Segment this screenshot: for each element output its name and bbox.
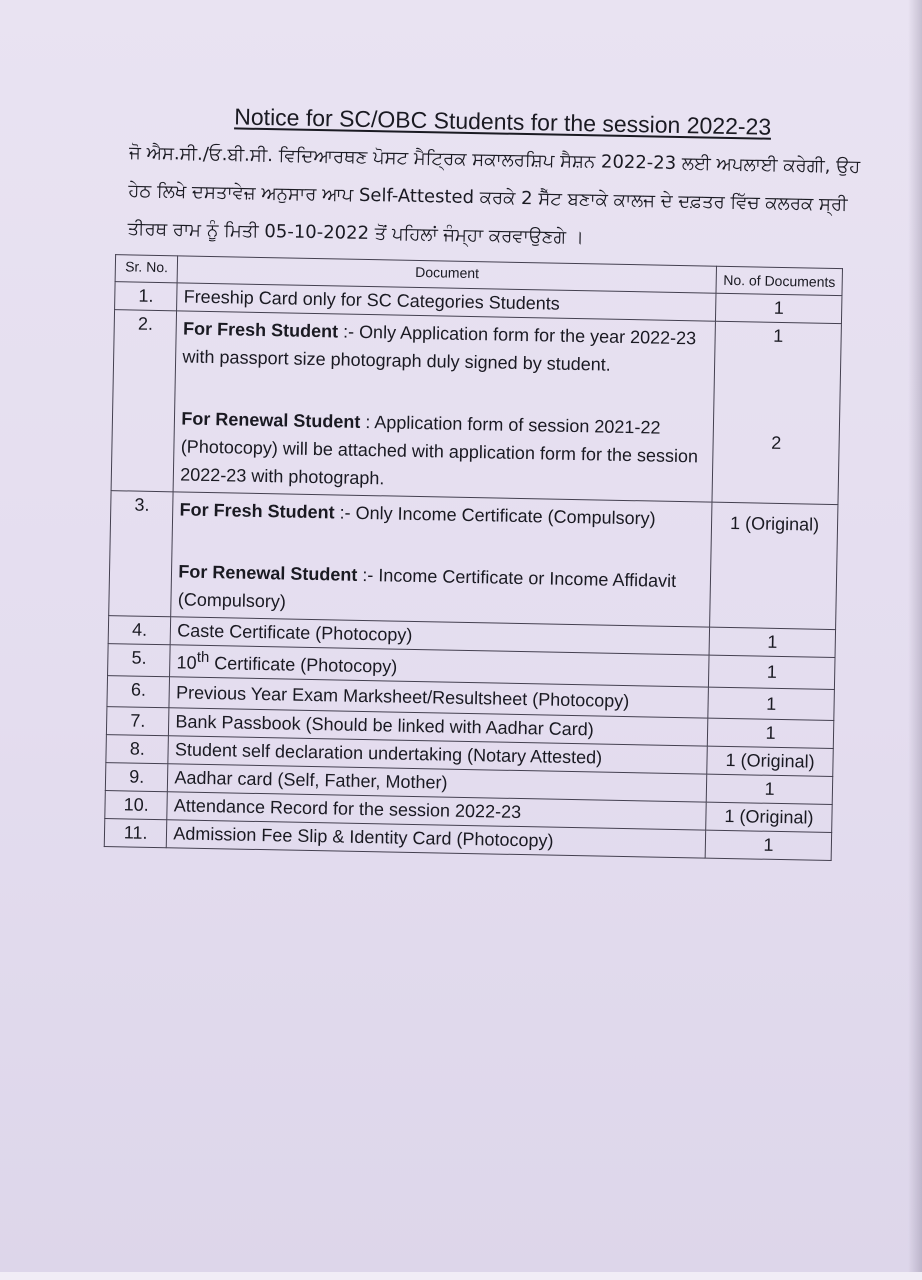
- row-document: [173, 311, 715, 502]
- notice-content: [74, 101, 861, 862]
- fresh-student-text: :- Only Income Certificate (Compulsory): [334, 502, 656, 529]
- row-count: 1: [709, 627, 835, 657]
- row-document: Caste Certificate (Photocopy): [170, 617, 709, 655]
- row-document: Freeship Card only for SC Categories Students: [177, 283, 716, 321]
- header-document: Document: [177, 256, 716, 293]
- row-count: 1 (Original): [707, 746, 833, 776]
- row-count: 1: [706, 774, 832, 804]
- renewal-count: 2: [771, 432, 782, 453]
- row-sr-no: 5.: [108, 644, 171, 677]
- spacer: [179, 523, 705, 567]
- row-document: [171, 492, 712, 627]
- tenth-suffix: th: [196, 648, 210, 667]
- renewal-student-text: : Application form of session 2021-22 (Photocopy) will be attached with application form for the session 2022-23 with photograph.: [180, 411, 699, 489]
- row-count: 1 (Original): [710, 502, 838, 629]
- tenth-text: Certificate (Photocopy): [209, 653, 398, 677]
- spacer: [182, 370, 708, 414]
- row-sr-no: 10.: [105, 791, 168, 820]
- row-sr-no: 1.: [115, 282, 178, 311]
- row-sr-no: 2.: [111, 310, 177, 492]
- row-count: 1: [709, 655, 835, 689]
- row-document: Attendance Record for the session 2022-23: [167, 792, 706, 830]
- row-document: Aadhar card (Self, Father, Mother): [168, 764, 707, 802]
- row-count: 1 (Original): [706, 802, 832, 832]
- row-sr-no: 11.: [104, 819, 167, 848]
- page-bottom-edge: [0, 1272, 922, 1280]
- row-document: Admission Fee Slip & Identity Card (Photocopy): [167, 820, 706, 858]
- spacer: [720, 346, 834, 434]
- row-sr-no: 8.: [106, 735, 169, 764]
- fresh-student-text: :- Only Application form for the year 2022-23 with passport size photograph duly signed by student.: [182, 321, 697, 375]
- notice-intro-paragraph: ਜੋ ਐਸ.ਸੀ./ਓ.ਬੀ.ਸੀ. ਵਿਦਿਆਰਥਣ ਪੋਸਟ ਮੈਟ੍ਰਿਕ ਸਕਾਲਰਸ਼ਿਪ ਸੈਸ਼ਨ 2022-23 ਲਈ ਅਪਲਾਈ ਕਰੇਗੀ, ਉਹ ਹੇਠ ਲਿਖੇ ਦਸਤਾਵੇਜ਼ ਅਨੁਸਾਰ ਆਪ Self-Attested ਕਰਕੇ 2 ਸੈੱਟ ਬਣਾਕੇ ਕਾਲਜ ਦੇ ਦਫ਼ਤਰ ਵਿੱਚ ਕਲਰਕ ਸ੍ਰੀ ਤੀਰਥ ਰਾਮ ਨੂੰ ਮਿਤੀ 05-10-2022 ਤੋਂ ਪਹਿਲਾਂ ਜੰਮ੍ਹਾ ਕਰਵਾਉਣਗੇ ।: [127, 142, 861, 249]
- header-sr-no: Sr. No.: [115, 255, 178, 283]
- row-count: 1: [705, 830, 831, 860]
- renewal-student-label: For Renewal Student: [178, 561, 358, 585]
- fresh-student-label: For Fresh Student: [182, 318, 339, 342]
- tenth-number: 10: [176, 652, 197, 673]
- row-count: 1: [707, 718, 833, 748]
- row-count: [712, 321, 841, 504]
- row-sr-no: 9.: [105, 763, 168, 792]
- renewal-student-label: For Renewal Student: [181, 408, 361, 432]
- row-count: 1: [708, 687, 834, 720]
- row-document: Student self declaration undertaking (Notary Attested): [168, 736, 707, 774]
- header-no-of-documents: No. of Documents: [716, 266, 842, 295]
- row-sr-no: 6.: [107, 676, 170, 708]
- row-count: 1: [716, 293, 842, 323]
- fresh-count: 1: [773, 325, 784, 346]
- page-edge-shadow: [908, 0, 922, 1280]
- notice-title: Notice for SC/OBC Students for the session 2022-23: [234, 103, 772, 140]
- row-document: Previous Year Exam Marksheet/Resultsheet (Photocopy): [169, 677, 708, 718]
- documents-table: [104, 254, 843, 861]
- row-sr-no: 7.: [106, 707, 169, 736]
- fresh-student-label: For Fresh Student: [179, 499, 335, 523]
- row-sr-no: 3.: [109, 491, 174, 617]
- row-sr-no: 4.: [108, 616, 171, 645]
- table-row: [111, 310, 841, 505]
- row-document: Bank Passbook (Should be linked with Aadhar Card): [169, 708, 708, 746]
- table-row: [109, 491, 838, 630]
- renewal-student-text: :- Income Certificate or Income Affidavit (Compulsory): [177, 564, 677, 612]
